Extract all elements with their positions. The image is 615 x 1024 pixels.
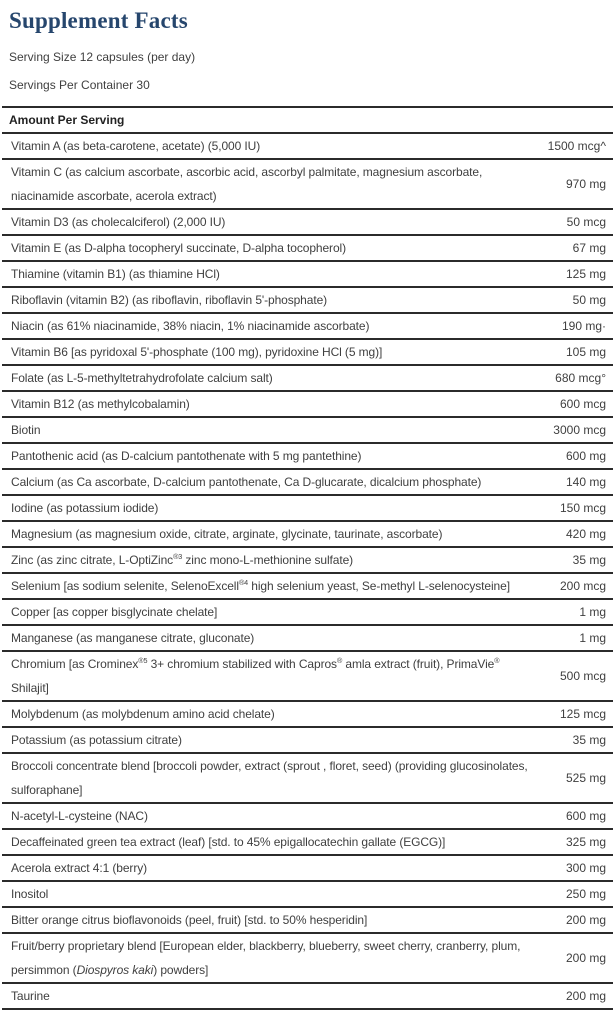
- ingredient-name: Folate (as L-5-methyltetrahydrofolate calcium salt): [11, 371, 273, 385]
- table-row: [2, 908, 613, 934]
- table-row: [2, 262, 613, 288]
- ingredient-name: Niacin (as 61% niacinamide, 38% niacin, 1% niacinamide ascorbate): [11, 319, 370, 333]
- ingredient-amount: 67 mg: [572, 241, 606, 255]
- ingredient-name: Potassium (as potassium citrate): [11, 733, 182, 747]
- ingredient-name: Copper [as copper bisglycinate chelate]: [11, 605, 218, 619]
- ingredient-amount: 140 mg: [565, 475, 606, 489]
- ingredient-name: Magnesium (as magnesium oxide, citrate, arginate, glycinate, taurinate, ascorbate): [11, 527, 443, 541]
- ingredient-name: Vitamin B12 (as methylcobalamin): [11, 397, 190, 411]
- table-row: [2, 418, 613, 444]
- ingredient-amount: 680 mcg°: [555, 371, 606, 385]
- table-row: [2, 470, 613, 496]
- table-row: [2, 882, 613, 908]
- ingredient-amount: 50 mcg: [566, 215, 606, 229]
- ingredient-amount: 105 mg: [565, 345, 606, 359]
- ingredient-name: Iodine (as potassium iodide): [11, 501, 159, 515]
- ingredient-name: Pantothenic acid (as D-calcium pantothenate with 5 mg pantethine): [11, 449, 362, 463]
- table-row: [2, 984, 613, 1010]
- table-row: [2, 444, 613, 470]
- ingredient-name: Vitamin C (as calcium ascorbate, ascorbic acid, ascorbyl palmitate, magnesium ascorbate, niacinamide ascorbate, acerola extract): [11, 165, 483, 203]
- ingredient-name: Fruit/berry proprietary blend [European elder, blackberry, blueberry, sweet cherry, cranberry, plum, persimmon (Diospyros kaki) powders]: [11, 939, 521, 977]
- ingredient-name: Vitamin D3 (as cholecalciferol) (2,000 IU): [11, 215, 226, 229]
- table-row: [2, 522, 613, 548]
- ingredient-amount: 200 mg: [565, 913, 606, 927]
- ingredient-amount: 150 mcg: [559, 501, 606, 515]
- ingredient-name: Acerola extract 4:1 (berry): [11, 861, 148, 875]
- table-row: [2, 392, 613, 418]
- ingredient-amount: 35 mg: [572, 733, 606, 747]
- table-row: [2, 574, 613, 600]
- ingredient-amount: 600 mg: [565, 809, 606, 823]
- ingredient-amount: 200 mcg: [559, 579, 606, 593]
- facts-table: [2, 106, 613, 1010]
- ingredient-amount: 190 mg·: [561, 319, 606, 333]
- table-row: [2, 856, 613, 882]
- ingredient-name: Vitamin A (as beta-carotene, acetate) (5,000 IU): [11, 139, 261, 153]
- ingredient-amount: 35 mg: [572, 553, 606, 567]
- page-title: Supplement Facts: [9, 8, 188, 33]
- ingredient-amount: 200 mg: [565, 989, 606, 1003]
- ingredient-amount: 970 mg: [565, 177, 606, 191]
- ingredient-name: Riboflavin (vitamin B2) (as riboflavin, riboflavin 5'-phosphate): [11, 293, 328, 307]
- ingredient-name: Vitamin B6 [as pyridoxal 5'-phosphate (100 mg), pyridoxine HCl (5 mg)]: [11, 345, 383, 359]
- table-row: [2, 340, 613, 366]
- ingredient-name: Manganese (as manganese citrate, gluconate): [11, 631, 255, 645]
- ingredient-name: Thiamine (vitamin B1) (as thiamine HCl): [11, 267, 220, 281]
- table-row: [2, 652, 613, 702]
- ingredient-name: Taurine: [11, 989, 50, 1003]
- table-row: [2, 160, 613, 210]
- table-row: [2, 288, 613, 314]
- facts-table-body: [2, 134, 613, 1010]
- ingredient-amount: 125 mg: [565, 267, 606, 281]
- table-row: [2, 210, 613, 236]
- serving-size: Serving Size 12 capsules (per day): [9, 50, 196, 64]
- table-row: [2, 754, 613, 804]
- table-row: [2, 702, 613, 728]
- table-row: [2, 236, 613, 262]
- ingredient-amount: 600 mcg: [559, 397, 606, 411]
- ingredient-amount: 1 mg: [579, 631, 606, 645]
- table-row: [2, 496, 613, 522]
- ingredient-name: Biotin: [11, 423, 41, 437]
- ingredient-name: Decaffeinated green tea extract (leaf) [std. to 45% epigallocatechin gallate (EGCG)]: [11, 835, 446, 849]
- ingredient-amount: 325 mg: [565, 835, 606, 849]
- ingredient-name: Chromium [as Crominex$^{®5}$ 3+ chromium stabilized with Capros® amla extract (fruit), PrimaVie® Shilajit]: [11, 656, 500, 695]
- table-row: [2, 314, 613, 340]
- ingredient-amount: 300 mg: [565, 861, 606, 875]
- ingredient-name: Inositol: [11, 887, 49, 901]
- ingredient-name: Zinc (as zinc citrate, L-OptiZinc$^{®3}$ zinc mono-L-methionine sulfate): [11, 552, 354, 567]
- ingredient-amount: 600 mg: [565, 449, 606, 463]
- ingredient-amount: 50 mg: [572, 293, 606, 307]
- ingredient-amount: 200 mg: [565, 951, 606, 965]
- table-row: [2, 548, 613, 574]
- ingredient-name: Calcium (as Ca ascorbate, D-calcium pantothenate, Ca D-glucarate, dicalcium phosphate): [11, 475, 482, 489]
- ingredient-amount: 3000 mcg: [553, 423, 606, 437]
- ingredient-amount: 125 mcg: [559, 707, 606, 721]
- servings-per-container: Servings Per Container 30: [9, 78, 150, 92]
- table-row: [2, 600, 613, 626]
- table-row: [2, 804, 613, 830]
- ingredient-amount: 1500 mcg^: [547, 139, 606, 153]
- ingredient-name: Vitamin E (as D-alpha tocopheryl succinate, D-alpha tocopherol): [11, 241, 346, 255]
- ingredient-name: Molybdenum (as molybdenum amino acid chelate): [11, 707, 275, 721]
- ingredient-amount: 500 mcg: [559, 669, 606, 683]
- table-row: [2, 934, 613, 984]
- table-row: [2, 626, 613, 652]
- table-row: [2, 830, 613, 856]
- ingredient-amount: 525 mg: [565, 771, 606, 785]
- ingredient-amount: 250 mg: [565, 887, 606, 901]
- ingredient-amount: 1 mg: [579, 605, 606, 619]
- ingredient-name: Bitter orange citrus bioflavonoids (peel, fruit) [std. to 50% hesperidin]: [11, 913, 368, 927]
- ingredient-amount: 420 mg: [565, 527, 606, 541]
- ingredient-name: N-acetyl-L-cysteine (NAC): [11, 809, 148, 823]
- ingredient-name: Selenium [as sodium selenite, SelenoExcell$^{®4}$ high selenium yeast, Se-methyl L-selenocysteine]: [11, 578, 510, 593]
- ingredient-name: Broccoli concentrate blend [broccoli powder, extract (sprout , floret, seed) (providing glucosinolates, sulforaphane]: [11, 759, 528, 797]
- table-row: [2, 366, 613, 392]
- table-row: [2, 728, 613, 754]
- table-row: [2, 134, 613, 160]
- amount-per-serving-header: Amount Per Serving: [2, 106, 613, 134]
